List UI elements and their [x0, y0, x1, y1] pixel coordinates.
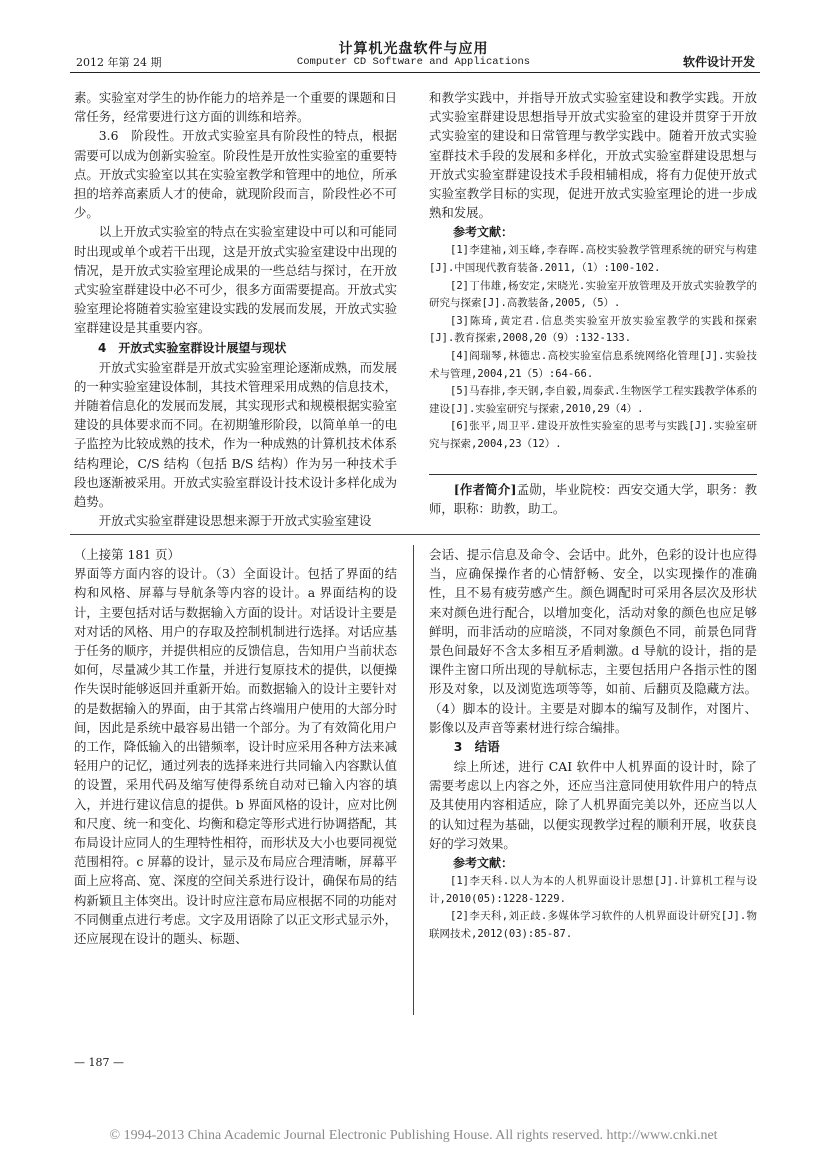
article-divider: [70, 534, 760, 535]
page-number: — 187 —: [74, 1056, 124, 1069]
reference-item: [2]丁伟雄,杨安定,宋晓光.实验室开放管理及开放式实验教学的研究与探索[J].高教装备,2005,（5）.: [429, 279, 757, 310]
top-right-column: [429, 88, 757, 528]
references-heading: 参考文献：: [453, 225, 514, 240]
author-bio: [429, 480, 757, 520]
reference-item: [1]李天科.以人为本的人机界面设计思想[J].计算机工程与设计,2010(05):1228-1229.: [429, 875, 757, 905]
reference-item: [3]陈琦,黄定君.信息类实验室开放实验室教学的实践和探索[J].教育探索,2008,20（9）:132-133.: [429, 314, 757, 345]
paragraph: 以上开放式实验室的特点在实验室建设中可以和可能同时出现或单个或若干出现，这是开放式实验室建设中出现的情况，是开放式实验室理论成果的一些总结与探讨，在开放式实验室群建设中必不可少，很多方面需要提高。开放式实验室理论将随着实验室建设实践的发展而发展，开放式实验室群建设是其重要内容。: [74, 224, 397, 336]
journal-subtitle: Computer CD Software and Applications: [296, 56, 531, 68]
paragraph: 开放式实验室群建设思想来源于开放式实验室建设: [98, 513, 372, 528]
issue-label: 2012 年第 24 期: [76, 56, 162, 69]
section-label: 软件设计开发: [682, 55, 755, 69]
paragraph: 综上所述，进行 CAI 软件中人机界面的设计时，除了需要考虑以上内容之外，还应当注意同使用软件用户的特点及其使用内容相适应，除了人机界面完美以外，还应当以人的认知过程为基础，以便实现教学过程的顺利开展，收获良好的学习效果。: [429, 759, 757, 851]
reference-item: [2]李天科,刘正歧.多媒体学习软件的人机界面设计研究[J].物联网技术,2012(03):85-87.: [429, 910, 757, 940]
reference-item: [5]马春排,李天钢,李自毅,周泰武.生物医学工程实践教学体系的建设[J].实验室研究与探索,2010,29（4）.: [429, 385, 757, 415]
reference-item: [4]阎瑞琴,林德忠.高校实验室信息系统网络化管理[J].实验技术与管理,2004,21（5）:64-66.: [429, 349, 757, 380]
author-rule: [429, 474, 757, 475]
bottom-left-column: [74, 545, 397, 1035]
bottom-right-column: [429, 545, 757, 1035]
paragraph: 和教学实践中，并指导开放式实验室建设和教学实践。开放式实验室群建设思想指导开放式实验室的建设并贯穿于开放式实验室的建设和日常管理与教学实践中。随着开放式实验室群技术手段的发展和多样化，开放式实验室群建设思想与开放式实验室群建设技术手段相辅相成，将有力促使开放式实验室教学目标的实现，促进开放式实验室理论的进一步成熟和发展。: [429, 90, 757, 221]
author-label: [作者简介]: [453, 482, 517, 497]
paragraph: 3.6 阶段性。开放式实验室具有阶段性的特点，根据需要可以成为创新实验室。阶段性是开放性实验室的重要特点。开放式实验室以其在实验室教学和管理中的地位，所承担的培养高素质人才的使命，就现阶段而言，阶段性必不可少。: [74, 128, 397, 221]
reference-item: [1]李建袖,刘玉峰,李春晖.高校实验教学管理系统的研究与构建[J].中国现代教育装备.2011,（1）:100-102.: [429, 244, 757, 275]
paragraph: 界面等方面内容的设计。（3）全面设计。包括了界面的结构和风格、屏幕与导航条等内容的设计。a 界面结构的设计，主要包括对话与数据输入方面的设计。对话设计主要是对对话的风格、用户的存取及控制机制进行选择。对话应基于任务的顺序，并提供相应的反馈信息，告知用户当前状态如何，尽量减少其工作量，并进行复原技术的提供，以便操作失误时能够返回并重新开始。而数据输入的设计主要针对的是数据输入的界面，由于其常占终端用户使用的大部分时间，因此是系统中最容易出错一个部分。为了有效简化用户的工作，降低输入的出错频率，设计时应采用各种方法来减轻用户的记忆，通过列表的选择来进行共同输入内容默认值的设置，采用代码及缩写使得系统自动对已输入内容的填入，并进行建议信息的提供。b 界面风格的设计，应对比例和尺度、统一和变化、均衡和稳定等形式进行协调搭配，其布局设计应同人的生理特性相符，而形状及大小也要同视觉范围相符。c 屏幕的设计，显示及布局应合理清晰，屏幕平面上应将高、宽、深度的空间关系进行设计，确保布局的结构新颖且主体突出。设计时应注意布局应根据不同的功能对不同侧重点进行考虑。文字及用语除了以正文形式显示外，还应展现在设计的题头、标题、: [74, 566, 397, 947]
paragraph: 会话、提示信息及命令、会话中。此外，色彩的设计也应得当，应确保操作者的心情舒畅、安全，以实现操作的准确性，且不易有疲劳感产生。颜色调配时可采用各层次及形状来对颜色进行配合，以增加变化，活动对象的颜色也应足够鲜明，而非活动的应暗淡，不同对象颜色不同，前景色同背景色间最好不含太多相互矛盾刺激。d 导航的设计，指的是课件主窗口所出现的导航标志，主要包括用户各指示性的图形及对象，以及浏览选项等等，如前、后翻页及隐藏方法。（4）脚本的设计。主要是对脚本的编写及制作，对图片、影像以及声音等素材进行综合编排。: [429, 547, 757, 735]
header-rule: [70, 72, 760, 73]
reference-item: [6]张平,周卫平.建设开放性实验室的思考与实践[J].实验室研究与探索,2004,23（12）.: [429, 420, 757, 450]
top-left-column: [74, 88, 397, 528]
author-text: 孟勋，毕业院校：西安交通大学，职务：教师，职称：助教，助工。: [429, 482, 757, 517]
paragraph: 素。实验室对学生的协作能力的培养是一个重要的课题和日常任务，经常要进行这方面的训练和培养。: [74, 90, 397, 125]
references-heading: 参考文献：: [453, 856, 514, 871]
paragraph: 开放式实验室群是开放式实验室理论逐渐成熟，而发展的一种实验室建设体制，其技术管理采用成熟的信息技术，并随着信息化的发展而发展，其实现形式和规模根据实验室建设的具体要求而不同。在初期雏形阶段，以简单单一的电子监控为比较成熟的技术，作为一种成熟的计算机技术体系结构理论，C/S 结构（包括 B/S 结构）作为另一种技术手段也逐渐被采用。开放式实验室群设计技术设计多样化成为趋势。: [74, 359, 397, 510]
column-divider: [413, 545, 414, 1015]
section-heading: 3 结语: [453, 739, 500, 755]
journal-title: 计算机光盘软件与应用: [338, 41, 489, 57]
copyright-notice: © 1994-2013 China Academic Journal Electronic Publishing House. All rights reserved. http://www.cnki.net: [109, 1128, 718, 1143]
continued-note: （上接第 181 页）: [74, 547, 180, 562]
section-heading: 4 开放式实验室群设计展望与现状: [98, 340, 287, 355]
